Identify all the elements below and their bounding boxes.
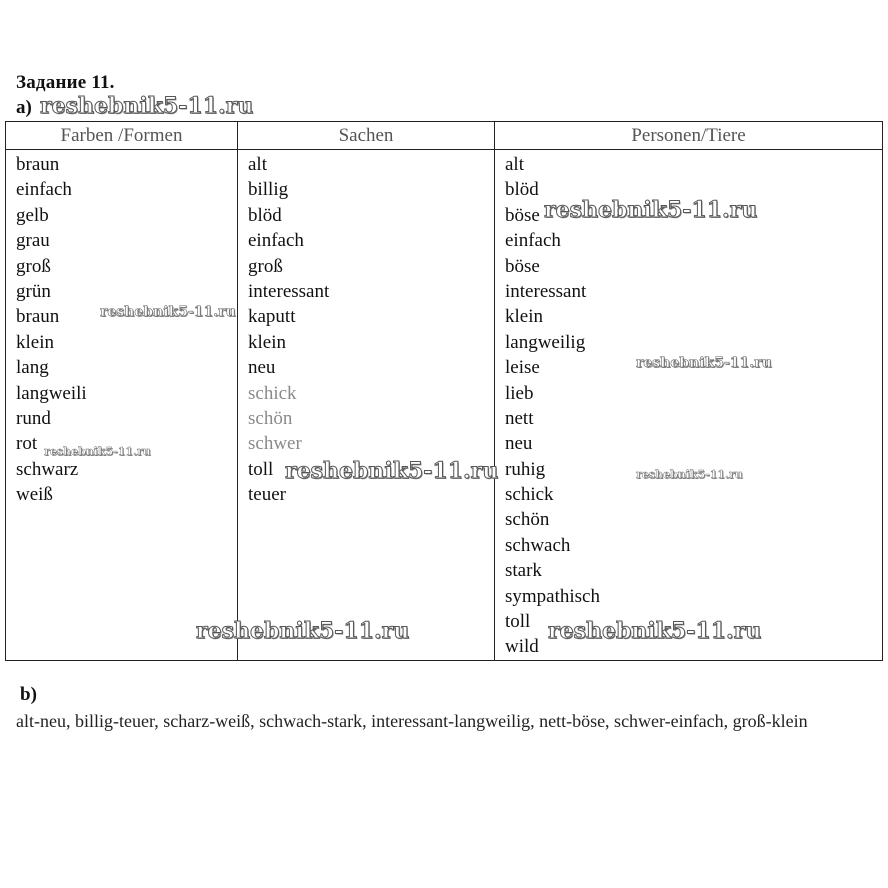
table-header-row [6, 122, 883, 150]
table-body-row [6, 150, 883, 661]
watermark-logo: reshebnik5-11.ru [285, 458, 499, 484]
list-item: gelb [16, 204, 49, 226]
list-item: rund [16, 407, 51, 429]
list-item: braun [16, 306, 60, 328]
task-title: Задание 11. [16, 72, 115, 93]
list-item: toll [505, 611, 531, 633]
list-item: schön [505, 509, 550, 531]
list-item: grau [16, 230, 50, 252]
list-item: ruhig [505, 458, 546, 480]
watermark-logo: reshebnik5-11.ru [544, 197, 758, 223]
list-item: schwer [248, 433, 302, 455]
list-item: groß [16, 255, 51, 277]
list-item: klein [16, 331, 54, 353]
list-item: schwach [505, 534, 571, 556]
watermark-logo: reshebnik5-11.ru [100, 304, 236, 320]
list-item: interessant [505, 280, 587, 302]
watermark-logo: reshebnik5-11.ru [196, 618, 410, 644]
list-item: blöd [248, 204, 282, 226]
list-item: interessant [248, 280, 330, 302]
list-item: neu [248, 357, 276, 379]
list-item: lieb [505, 382, 534, 404]
watermark-logo: reshebnik5-11.ru [44, 445, 151, 458]
list-item: groß [248, 255, 283, 277]
list-item: blöd [505, 179, 539, 201]
list-item: schwarz [16, 458, 79, 480]
list-item: nett [505, 407, 534, 429]
list-item: klein [248, 331, 286, 353]
column-farben-formen [6, 150, 238, 661]
list-item: braun [16, 154, 60, 175]
list-item: schön [248, 407, 293, 429]
list-item: kaputt [248, 306, 296, 328]
part-a-label: a) [16, 97, 32, 118]
watermark-logo: reshebnik5-11.ru [636, 355, 772, 371]
watermark-logo: reshebnik5-11.ru [636, 468, 743, 481]
list-item: einfach [16, 179, 72, 201]
answer-b-text: alt-neu, billig-teuer, scharz-weiß, schwach-stark, interessant-langweilig, nett-böse, schwer-einfach, groß-klein [16, 711, 808, 731]
header-personen-tiere: Personen/Tiere [495, 122, 883, 150]
list-item: alt [505, 154, 524, 175]
list-item: wild [505, 636, 539, 658]
list-item: neu [505, 433, 533, 455]
header-sachen: Sachen [238, 122, 495, 150]
list-item: langweili [16, 382, 87, 404]
list-item: grün [16, 280, 51, 302]
list-item: langweilig [505, 331, 586, 353]
header-farben-formen: Farben /Formen [6, 122, 238, 150]
list-item: teuer [248, 484, 286, 506]
list-item: leise [505, 357, 540, 379]
list-item: schick [248, 382, 297, 404]
list-item: einfach [248, 230, 304, 252]
list-item: toll [248, 458, 274, 480]
list-item: lang [16, 357, 49, 379]
watermark-logo: reshebnik5-11.ru [548, 618, 762, 644]
list-item: rot [16, 433, 38, 455]
list-item: schick [505, 484, 554, 506]
list-item: alt [248, 154, 267, 175]
list-item: einfach [505, 230, 561, 252]
part-b-label: b) [20, 684, 37, 705]
list-item: weiß [16, 484, 53, 506]
list-item: klein [505, 306, 543, 328]
list-item: böse [505, 204, 540, 226]
column-personen-tiere [495, 150, 883, 661]
list-item: billig [248, 179, 289, 201]
list-item: stark [505, 560, 542, 582]
column-sachen [238, 150, 495, 661]
list-item: sympathisch [505, 585, 600, 607]
list-item: böse [505, 255, 540, 277]
watermark-logo: reshebnik5-11.ru [40, 93, 254, 119]
